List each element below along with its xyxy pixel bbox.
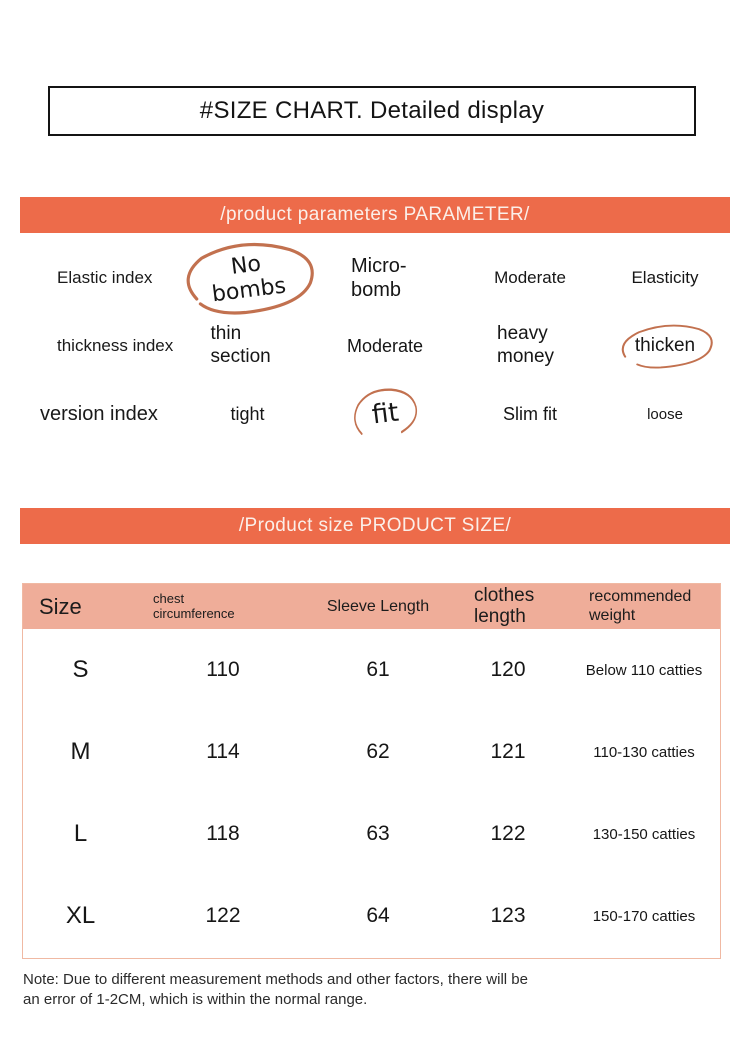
header-cell-clothes-length [448,586,568,628]
param-cell [600,330,730,362]
header-label: clothes length [474,584,535,627]
param-cell [310,254,460,302]
cell-size: M [70,738,91,765]
param-option-highlighted [360,394,411,434]
param-cell [460,323,600,369]
product-parameters-section [20,244,730,448]
param-row-thickness [20,312,730,380]
param-cell [185,323,310,369]
header-cell-recommended-weight [568,588,720,625]
param-option-label: heavy money [497,323,555,367]
param-label-elastic: Elastic index [57,268,153,287]
param-option-highlighted [623,330,707,362]
cell-size: XL [65,902,96,929]
header-cell-chest-circumference [138,592,308,622]
table-row-s [23,629,720,711]
cell-weight: 130-150 catties [592,825,696,843]
param-option-label: Elasticity [631,268,699,287]
cell-chest: 118 [206,822,240,845]
param-label-thickness: thickness index [57,336,174,355]
param-option-label: Micro-bomb [351,255,407,301]
param-option-highlighted [185,248,310,308]
param-option-label: fit [369,397,401,431]
param-option-label: tight [230,403,265,424]
param-option-label: thicken [634,335,696,356]
cell-size: S [72,656,89,683]
cell-size: L [73,820,88,847]
param-option-label: Moderate [346,335,424,356]
param-cell [310,394,460,434]
param-cell [185,248,310,308]
param-row-version [20,380,730,448]
cell-weight: 110-130 catties [593,743,695,761]
page-title: #SIZE CHART. Detailed display [199,97,545,124]
cell-length: 121 [490,740,526,763]
banner-product-parameters [20,197,730,233]
param-row-elastic [20,244,730,312]
header-label: chest circumference [153,590,235,621]
banner-product-parameters-label: /product parameters PARAMETER/ [220,204,530,225]
cell-sleeve: 62 [366,740,390,763]
banner-product-size-label: /Product size PRODUCT SIZE/ [238,515,512,536]
table-row-xl [23,875,720,957]
title-box [48,86,696,136]
cell-weight: Below 110 catties [585,661,703,679]
size-table-header-row [23,584,720,629]
header-label: recommended weight [589,588,692,624]
param-option-label: thin section [210,323,271,367]
cell-sleeve: 61 [366,658,390,681]
table-row-m [23,711,720,793]
cell-length: 122 [490,822,526,845]
banner-product-size [20,508,730,544]
param-option-label: Moderate [494,268,566,287]
note-text: Note: Due to different measurement methods and other factors, there will be an error of 1-2CM, which is within the normal range. [23,971,528,1009]
param-label-version: version index [40,402,158,425]
cell-sleeve: 64 [366,904,390,927]
param-option-label: No bombs [210,251,288,308]
cell-chest: 114 [206,740,240,763]
size-table [22,583,721,959]
header-cell-size: Size [39,593,82,619]
table-row-l [23,793,720,875]
cell-length: 123 [490,904,526,927]
param-option-label: loose [647,405,683,423]
header-cell-sleeve-length: Sleeve Length [326,597,430,615]
param-option-label: Slim fit [503,403,557,424]
cell-chest: 122 [205,904,241,927]
cell-chest: 110 [206,658,240,681]
cell-sleeve: 63 [366,822,390,845]
cell-length: 120 [490,658,526,681]
cell-weight: 150-170 catties [592,907,696,925]
